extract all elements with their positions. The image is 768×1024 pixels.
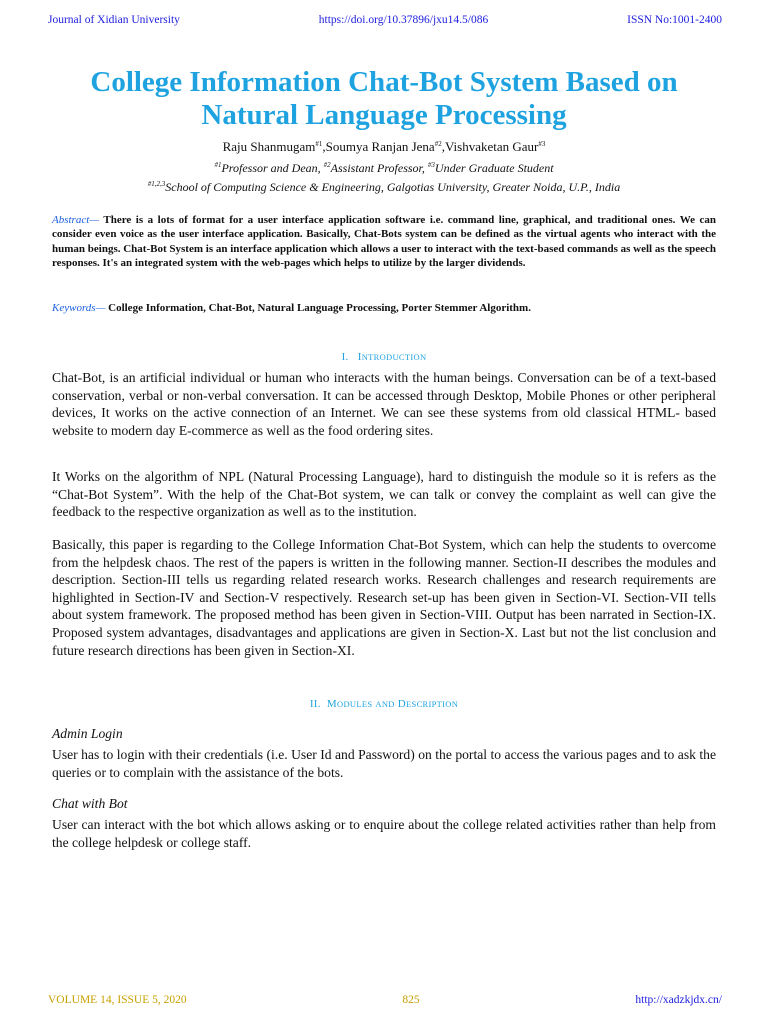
- author-3: ,Vishvaketan Gaur: [441, 139, 539, 154]
- role-3-mark: #3: [427, 161, 435, 169]
- role-2-mark: #2: [323, 161, 331, 169]
- section-1-initial: I: [357, 351, 362, 363]
- running-footer: [48, 994, 722, 1010]
- abstract-text: There is a lots of format for a user interface application software i.e. command line, graphical, and traditional ones. We can consider even voice as the user interface application. Basically, Chat-Bots system can be defined as the virtual agents who interact with the human beings. Chat-Bot System is an interface application which allows a user to interact with the text-based commands as well as the speech responses. It's an integrated system with the web-pages which helps to utilize by the larger dividends.: [52, 214, 716, 270]
- intro-paragraph-1: Chat-Bot, is an artificial individual or human who interacts with the human beings. Conversation can be of a text-based conservation, verbal or non-verbal conversation. It can be accessed through Desktop, Mobile Phones or other peripheral devices, It works on the active connection of an Internet. We can see these systems from old classical HTML- based website to modern day E-commerce as well as the food ordering sites.: [52, 370, 716, 438]
- abstract: [52, 213, 716, 271]
- author-list: [0, 139, 768, 155]
- title-line-1: College Information Chat-Bot System Based on: [90, 66, 678, 98]
- intro-paragraph-3: Basically, this paper is regarding to the College Information Chat-Bot System, which can help the students to overcome from the helpdesk chaos. The rest of the papers is written in the following manner. Section-II describes the modules and description. Section-III tells us regarding related research works. Research challenges and research requirements are highlighted in Section-IV and Section-V respectively. Research set-up has been given in Section-VI. Section-VII tells about system framework. The proposed method has been given in Section-VIII. Output has been narrated in Section-IX. Proposed system advantages, disadvantages and applications are given in Section-X. Last but not the list conclusion and future research directions has been given in Section-XI.: [52, 537, 716, 658]
- subheading-chat-with-bot: Chat with Bot: [52, 796, 128, 811]
- role-2: Assistant Professor,: [330, 161, 428, 175]
- admin-login-paragraph: User has to login with their credentials (i.e. User Id and Password) on the portal to access the various pages and to ask the queries or to complain with the assistance of the bots.: [52, 747, 716, 780]
- section-2-initial-3: D: [397, 698, 407, 710]
- abstract-label: Abstract—: [52, 214, 100, 226]
- affiliation-text: School of Computing Science & Engineering, Galgotias University, Greater Noida, U.P., India: [165, 180, 621, 194]
- journal-url[interactable]: http://xadzkjdx.cn/: [635, 994, 722, 1006]
- section-2-word-3-rest: ESCRIPTION: [406, 699, 459, 709]
- paper-title: [0, 66, 768, 132]
- author-roles: [0, 161, 768, 176]
- section-heading-modules: [0, 698, 768, 710]
- author-1: Raju Shanmugam: [222, 139, 316, 154]
- page-number: 825: [402, 994, 420, 1006]
- author-2: ,Soumya Ranjan Jena: [322, 139, 435, 154]
- section-2-word-2: AND: [375, 699, 395, 709]
- chat-with-bot-paragraph: User can interact with the bot which allows asking or to enquire about the college related activities rather than help from the college helpdesk or college staff.: [52, 817, 716, 850]
- section-1-number: I.: [341, 351, 349, 363]
- keywords-label: Keywords—: [52, 302, 106, 314]
- author-1-mark: #1: [315, 140, 323, 148]
- role-3: Under Graduate Student: [434, 161, 554, 175]
- affiliation-mark: #1,2,3: [147, 180, 166, 188]
- subheading-admin-login: Admin Login: [52, 726, 123, 741]
- title-line-2: Natural Language Processing: [201, 99, 567, 131]
- volume-issue: VOLUME 14, ISSUE 5, 2020: [48, 994, 187, 1006]
- role-1: Professor and Dean,: [221, 161, 324, 175]
- running-header: [48, 14, 722, 30]
- keywords-text: College Information, Chat-Bot, Natural Language Processing, Porter Stemmer Algorithm.: [105, 302, 531, 314]
- intro-paragraph-2: It Works on the algorithm of NPL (Natural Processing Language), hard to distinguish the module so it is refers as the “Chat-Bot System”. With the help of the Chat-Bot system, we can talk or convey the complaint as well can give the feedback to the respective organization as well as to the institution.: [52, 469, 716, 520]
- role-1-mark: #1: [214, 161, 222, 169]
- section-2-number: II.: [309, 698, 321, 710]
- affiliation: [0, 180, 768, 195]
- doi-link[interactable]: https://doi.org/10.37896/jxu14.5/086: [318, 14, 489, 26]
- keywords: [52, 302, 716, 314]
- author-2-mark: #2: [434, 140, 442, 148]
- section-heading-introduction: [0, 351, 768, 363]
- section-2-initial-1: M: [326, 698, 338, 710]
- author-3-mark: #3: [538, 140, 546, 148]
- section-1-title-rest: NTRODUCTION: [361, 352, 427, 362]
- issn: ISSN No:1001-2400: [627, 14, 722, 26]
- section-2-word-1-rest: ODULES: [337, 699, 373, 709]
- journal-name: Journal of Xidian University: [48, 14, 180, 26]
